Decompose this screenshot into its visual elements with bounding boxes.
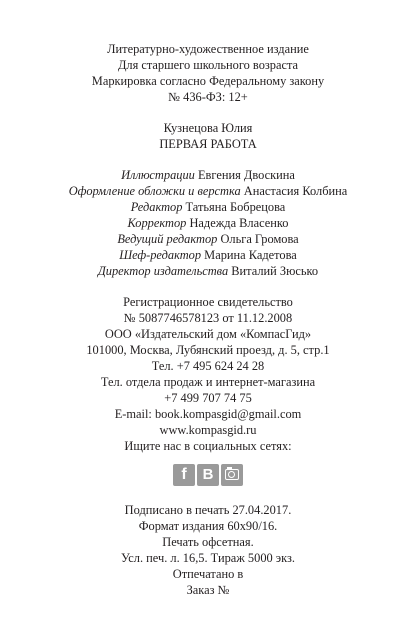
- credit-name: Ольга Громова: [220, 232, 299, 246]
- camera-lens: [228, 471, 235, 478]
- credit-name: Евгения Двоскина: [197, 168, 295, 182]
- credit-line: [0, 247, 416, 263]
- edition-info-line: Для старшего школьного возраста: [117, 58, 299, 72]
- instagram-icon: [221, 464, 243, 486]
- credit-role: Ведущий редактор: [117, 232, 218, 246]
- print-info-line: Печать офсетная.: [162, 535, 254, 549]
- print-info-line: Усл. печ. л. 16,5. Тираж 5000 экз.: [121, 551, 295, 565]
- credit-line: [0, 231, 416, 247]
- author-name: Кузнецова Юлия: [163, 121, 253, 135]
- book-title: ПЕРВАЯ РАБОТА: [159, 137, 257, 151]
- credit-line: [0, 183, 416, 199]
- publisher-email: E-mail: book.kompasgid@gmail.com: [114, 407, 302, 421]
- publisher-address: 101000, Москва, Лубянский проезд, д. 5, стр.1: [86, 343, 330, 357]
- credit-role: Иллюстрации: [121, 168, 195, 182]
- vkontakte-icon: B: [197, 464, 219, 486]
- credit-role: Корректор: [127, 216, 187, 230]
- sales-phone: +7 499 707 74 75: [164, 391, 252, 405]
- credit-line: [0, 199, 416, 215]
- publisher-phone: Тел. +7 495 624 24 28: [151, 359, 265, 373]
- credit-role: Директор издательства: [97, 264, 229, 278]
- sales-phone-label: Тел. отдела продаж и интернет-магазина: [100, 375, 316, 389]
- print-info-line: Подписано в печать 27.04.2017.: [124, 503, 292, 517]
- order-number: Заказ №: [186, 583, 230, 597]
- social-links: [0, 464, 416, 488]
- credit-line: [0, 215, 416, 231]
- print-info-line: Отпечатано в: [172, 567, 244, 581]
- credit-line: [0, 167, 416, 183]
- registration-number: № 5087746578123 от 11.12.2008: [123, 311, 293, 325]
- social-networks-label: Ищите нас в социальных сетях:: [124, 439, 292, 453]
- registration-label: Регистрационное свидетельство: [123, 295, 293, 309]
- credit-name: Надежда Власенко: [189, 216, 289, 230]
- edition-info-line: Литературно-художественное издание: [107, 42, 309, 56]
- publisher-name: ООО «Издательский дом «КомпасГид»: [104, 327, 312, 341]
- edition-info-line: Маркировка согласно Федеральному закону: [91, 74, 325, 88]
- credit-name: Марина Кадетова: [204, 248, 297, 262]
- publisher-website: www.kompasgid.ru: [159, 423, 257, 437]
- credit-role: Редактор: [130, 200, 183, 214]
- age-rating: № 436-ФЗ: 12+: [168, 90, 248, 104]
- facebook-icon: f: [173, 464, 195, 486]
- print-info-line: Формат издания 60х90/16.: [138, 519, 278, 533]
- credit-role: Шеф-редактор: [119, 248, 202, 262]
- credit-name: Анастасия Колбина: [243, 184, 348, 198]
- credit-role: Оформление обложки и верстка: [68, 184, 241, 198]
- credit-name: Татьяна Бобрецова: [185, 200, 286, 214]
- credit-line: [0, 263, 416, 279]
- credit-name: Виталий Зюсько: [231, 264, 319, 278]
